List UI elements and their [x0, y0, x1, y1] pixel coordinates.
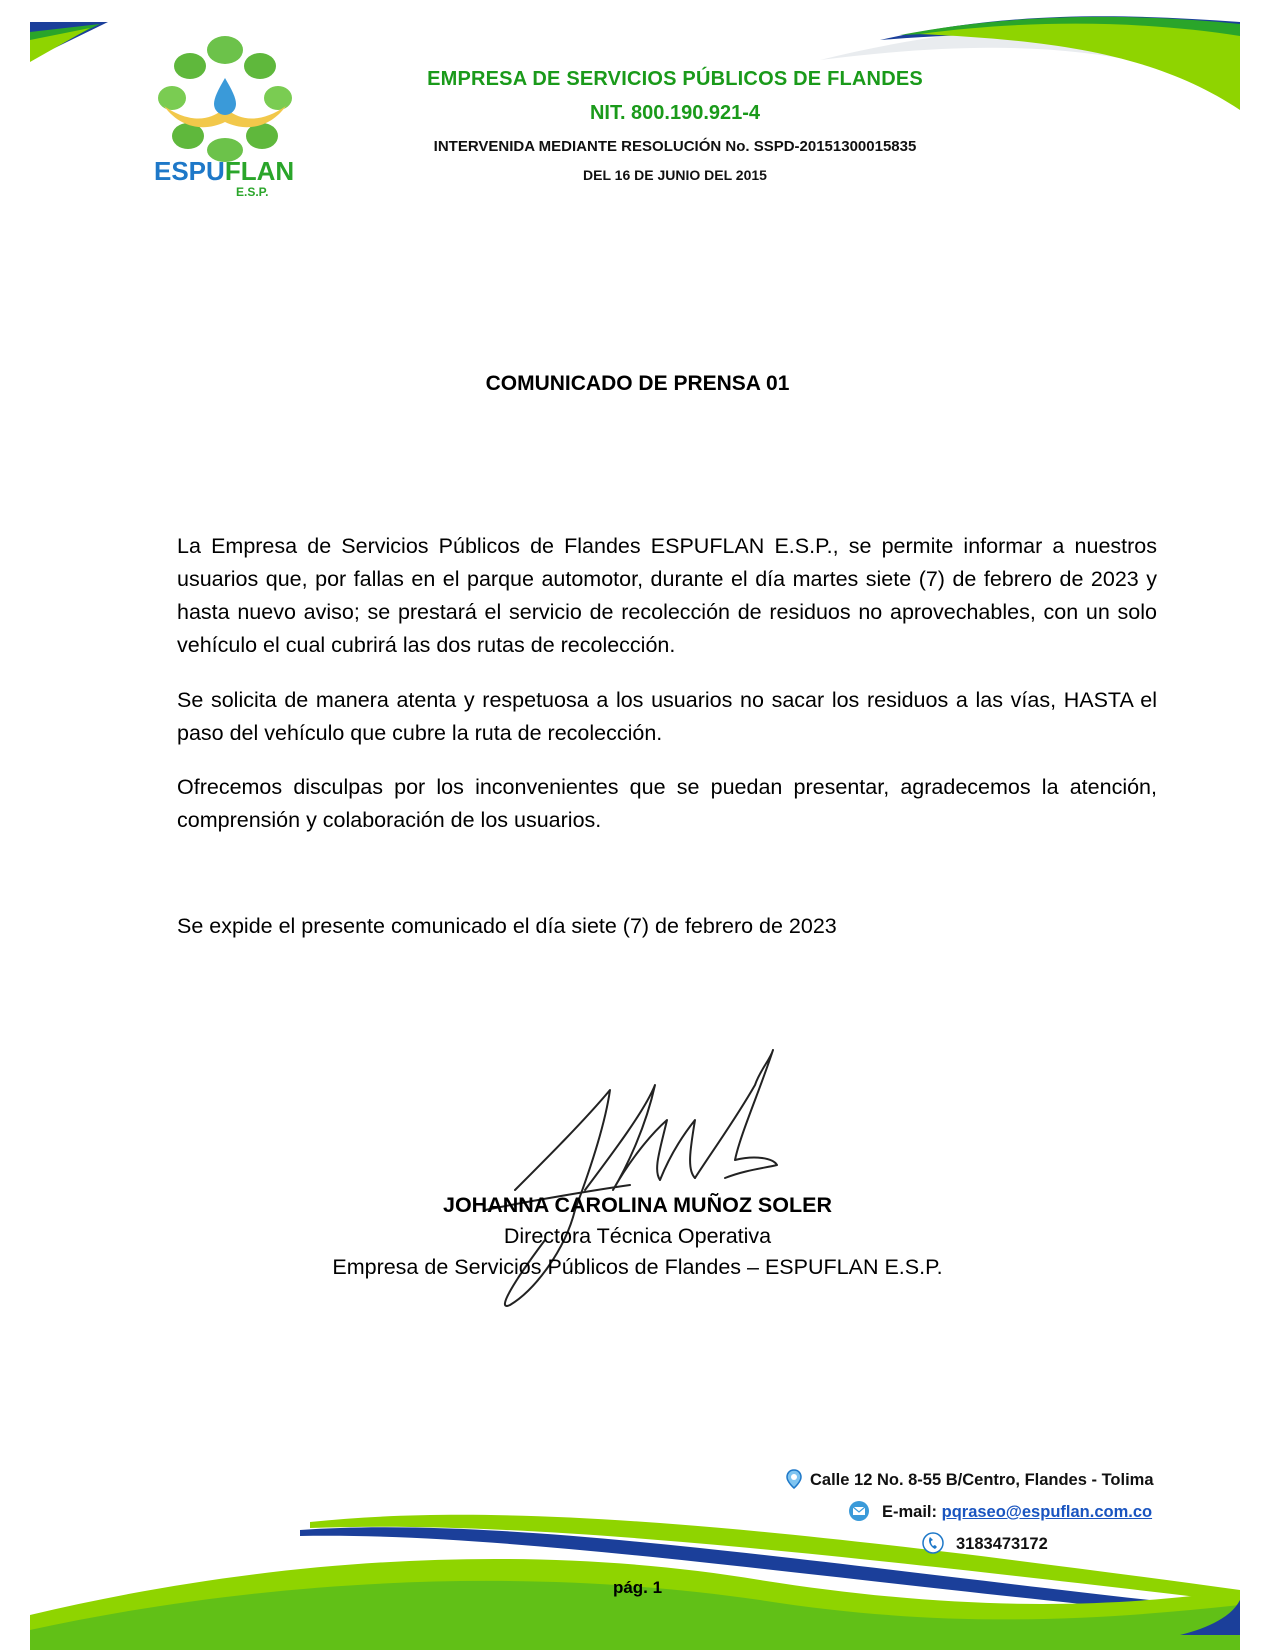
paragraph-issued-date: Se expide el presente comunicado el día siete (7) de febrero de 2023: [177, 914, 837, 938]
company-nit: NIT. 800.190.921-4: [589, 102, 761, 124]
company-name: EMPRESA DE SERVICIOS PÚBLICOS DE FLANDES: [427, 68, 923, 90]
email-icon: [848, 1500, 870, 1522]
paragraph-request: Se solicita de manera atenta y respetuosa a los usuarios no sacar los residuos a las vías, HASTA el paso del vehículo que cubre la ruta de recolección.: [177, 688, 1157, 745]
location-pin-icon: [783, 1468, 805, 1490]
page-number: pág. 1: [612, 1578, 663, 1597]
espuflan-logo: [150, 28, 300, 198]
svg-text:ESPUFLAN: ESPUFLAN: [154, 156, 295, 186]
resolution-date: DEL 16 DE JUNIO DEL 2015: [583, 167, 767, 183]
email-label: E-mail:: [882, 1503, 938, 1521]
resolution-text: INTERVENIDA MEDIANTE RESOLUCIÓN No. SSPD-20151300015835: [433, 138, 917, 155]
email-link[interactable]: pqraseo@espuflan.com.co: [941, 1503, 1153, 1521]
footer-address: Calle 12 No. 8-55 B/Centro, Flandes - Tolima: [810, 1471, 1154, 1489]
paragraph-apology: Ofrecemos disculpas por los inconvenientes que se puedan presentar, agradecemos la atención, comprensión y colaboración de los usuarios.: [177, 775, 1157, 832]
phone-icon: [922, 1532, 944, 1554]
footer-phone: 3183473172: [956, 1535, 1048, 1553]
leaf-wreath-icon: [158, 36, 292, 162]
document-title: COMUNICADO DE PRENSA 01: [485, 372, 790, 395]
signatory-role: Directora Técnica Operativa: [503, 1224, 772, 1248]
signatory-name: JOHANNA CAROLINA MUÑOZ SOLER: [443, 1193, 832, 1217]
svg-text:E.S.P.: E.S.P.: [236, 185, 269, 198]
paragraph-announcement: La Empresa de Servicios Públicos de Flandes ESPUFLAN E.S.P., se permite informar a nuestros usuarios que, por fallas en el parque automotor, durante el día martes siete (7) de febrero de 2023 y hasta nuevo aviso; se prestará el servicio de recolección de residuos no aprovechables, con un solo vehículo el cual cubrirá las dos rutas de recolección.: [177, 534, 1157, 657]
signatory-company: Empresa de Servicios Públicos de Flandes – ESPUFLAN E.S.P.: [332, 1255, 943, 1279]
footer-wave-decoration: [0, 1470, 1275, 1650]
footer-email: [882, 1503, 1152, 1522]
